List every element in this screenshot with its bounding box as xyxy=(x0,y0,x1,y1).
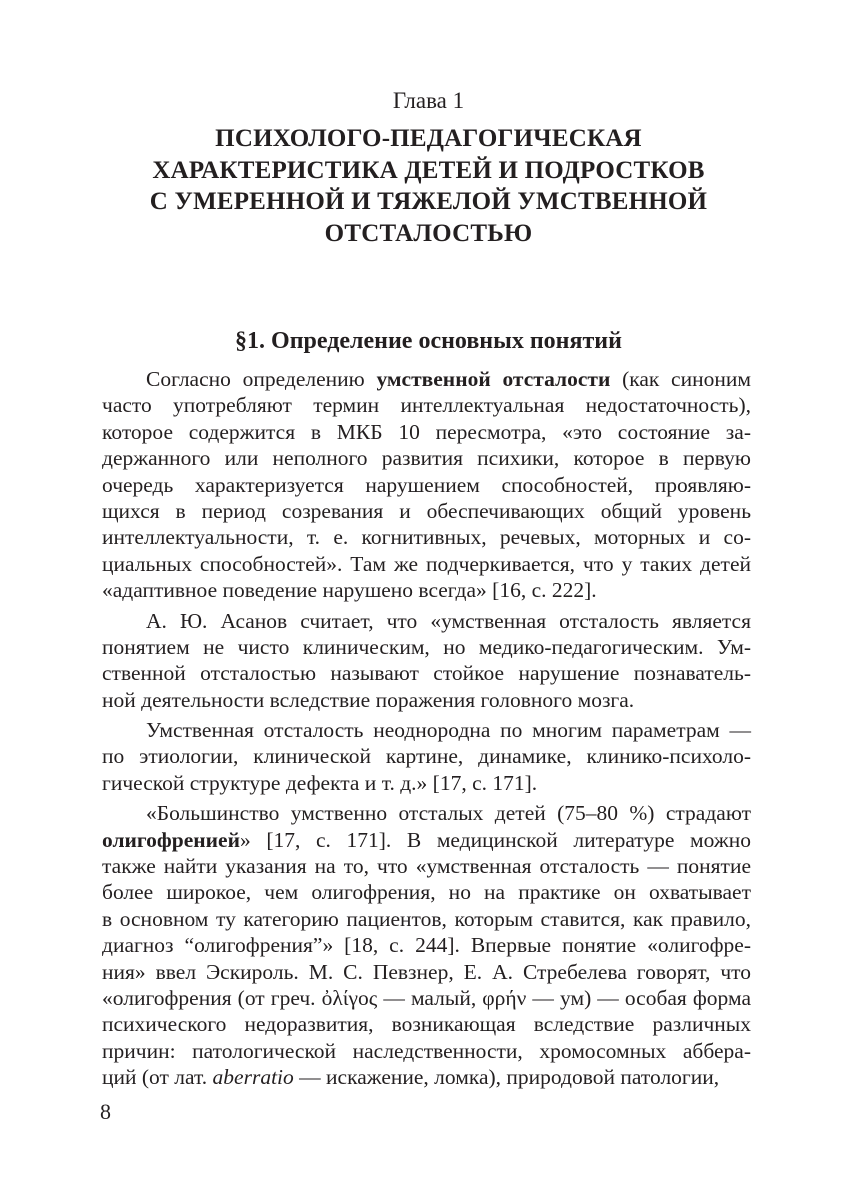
chapter-title-line: ПСИХОЛОГО-ПЕДАГОГИЧЕСКАЯ xyxy=(215,125,642,152)
text-line: Согласно определению умственной отсталости (как синоним xyxy=(146,367,751,391)
text-line: интеллектуальности, т. е. когнитивных, речевых, моторных и со- xyxy=(102,525,751,550)
body-text xyxy=(102,366,751,1091)
text-line: олигофренией» [17, с. 171]. В медицинской литературе можно xyxy=(102,827,751,852)
text-line: циальных способностей». Там же подчеркивается, что у таких детей xyxy=(102,551,751,576)
bold-term: олигофренией xyxy=(102,827,240,852)
chapter-title-line: С УМЕРЕННОЙ И ТЯЖЕЛОЙ УМСТВЕННОЙ xyxy=(149,188,708,215)
paragraph xyxy=(102,717,751,796)
text-line: «адаптивное поведение нарушено всегда» [16, с. 222]. xyxy=(102,578,597,603)
text-line: понятием не чисто клиническим, но медико-педагогическим. Ум- xyxy=(102,634,751,659)
text-line: щихся в период созревания и обеспечивающих общий уровень xyxy=(102,498,751,523)
text-line: гической структуре дефекта и т. д.» [17, с. 171]. xyxy=(102,770,538,795)
text-line: часто употребляют термин интеллектуальная недостаточность), xyxy=(102,393,751,418)
text-line: держанного или неполного развития психики, которое в первую xyxy=(102,446,751,471)
italic-term: aberratio xyxy=(212,1065,294,1090)
chapter-title-line: ОТСТАЛОСТЬЮ xyxy=(324,219,533,247)
text-line: психического недоразвития, возникающая вследствие различных xyxy=(102,1012,751,1037)
text-line: более широкое, чем олигофрения, но на практике он охватывает xyxy=(102,880,751,905)
text-line: «Большинство умственно отсталых детей (75–80 %) страдают xyxy=(146,801,751,826)
text-line: в основном ту категорию пациентов, которым ставится, как правило, xyxy=(102,906,751,931)
text-line: диагноз “олигофрения”» [18, с. 244]. Впервые понятие «олигофре- xyxy=(102,933,751,958)
section-title: §1. Определение основных понятий xyxy=(235,328,622,354)
paragraph xyxy=(102,800,751,1090)
bold-term: умственной отсталости xyxy=(376,367,611,391)
text-line: ственной отсталостью называют стойкое нарушение познаватель- xyxy=(102,661,751,686)
chapter-title-line: ХАРАКТЕРИСТИКА ДЕТЕЙ И ПОДРОСТКОВ xyxy=(152,156,705,184)
text-line: ций (от лат. aberratio — искажение, ломка), природовой патологии, xyxy=(102,1065,720,1090)
text-line: ной деятельности вследствие поражения головного мозга. xyxy=(102,687,635,712)
text-line: которое содержится в МКБ 10 пересмотра, «это состояние за- xyxy=(102,419,751,444)
chapter-label: Глава 1 xyxy=(392,88,465,113)
text-line: очередь характеризуется нарушением способностей, проявляю- xyxy=(102,472,751,497)
page-number: 8 xyxy=(100,1099,111,1124)
text-line: Умственная отсталость неоднородна по многим параметрам — xyxy=(146,718,751,743)
text-line: по этиологии, клинической картине, динамике, клинико-психоло- xyxy=(102,744,751,769)
text-line: А. Ю. Асанов считает, что «умственная отсталость является xyxy=(146,608,751,633)
paragraph xyxy=(102,366,751,604)
chapter-title xyxy=(100,123,757,249)
text-line: ния» ввел Эскироль. М. С. Певзнер, Е. А. Стребелева говорят, что xyxy=(102,959,751,984)
text-line: также найти указания на то, что «умственная отсталость — понятие xyxy=(102,854,751,879)
text-line: причин: патологической наследственности, хромосомных аббера- xyxy=(102,1038,751,1063)
text-line: «олигофрения (от греч. ὀλίγος — малый, φρήν — ум) — особая форма xyxy=(102,985,751,1010)
paragraph xyxy=(102,608,751,714)
